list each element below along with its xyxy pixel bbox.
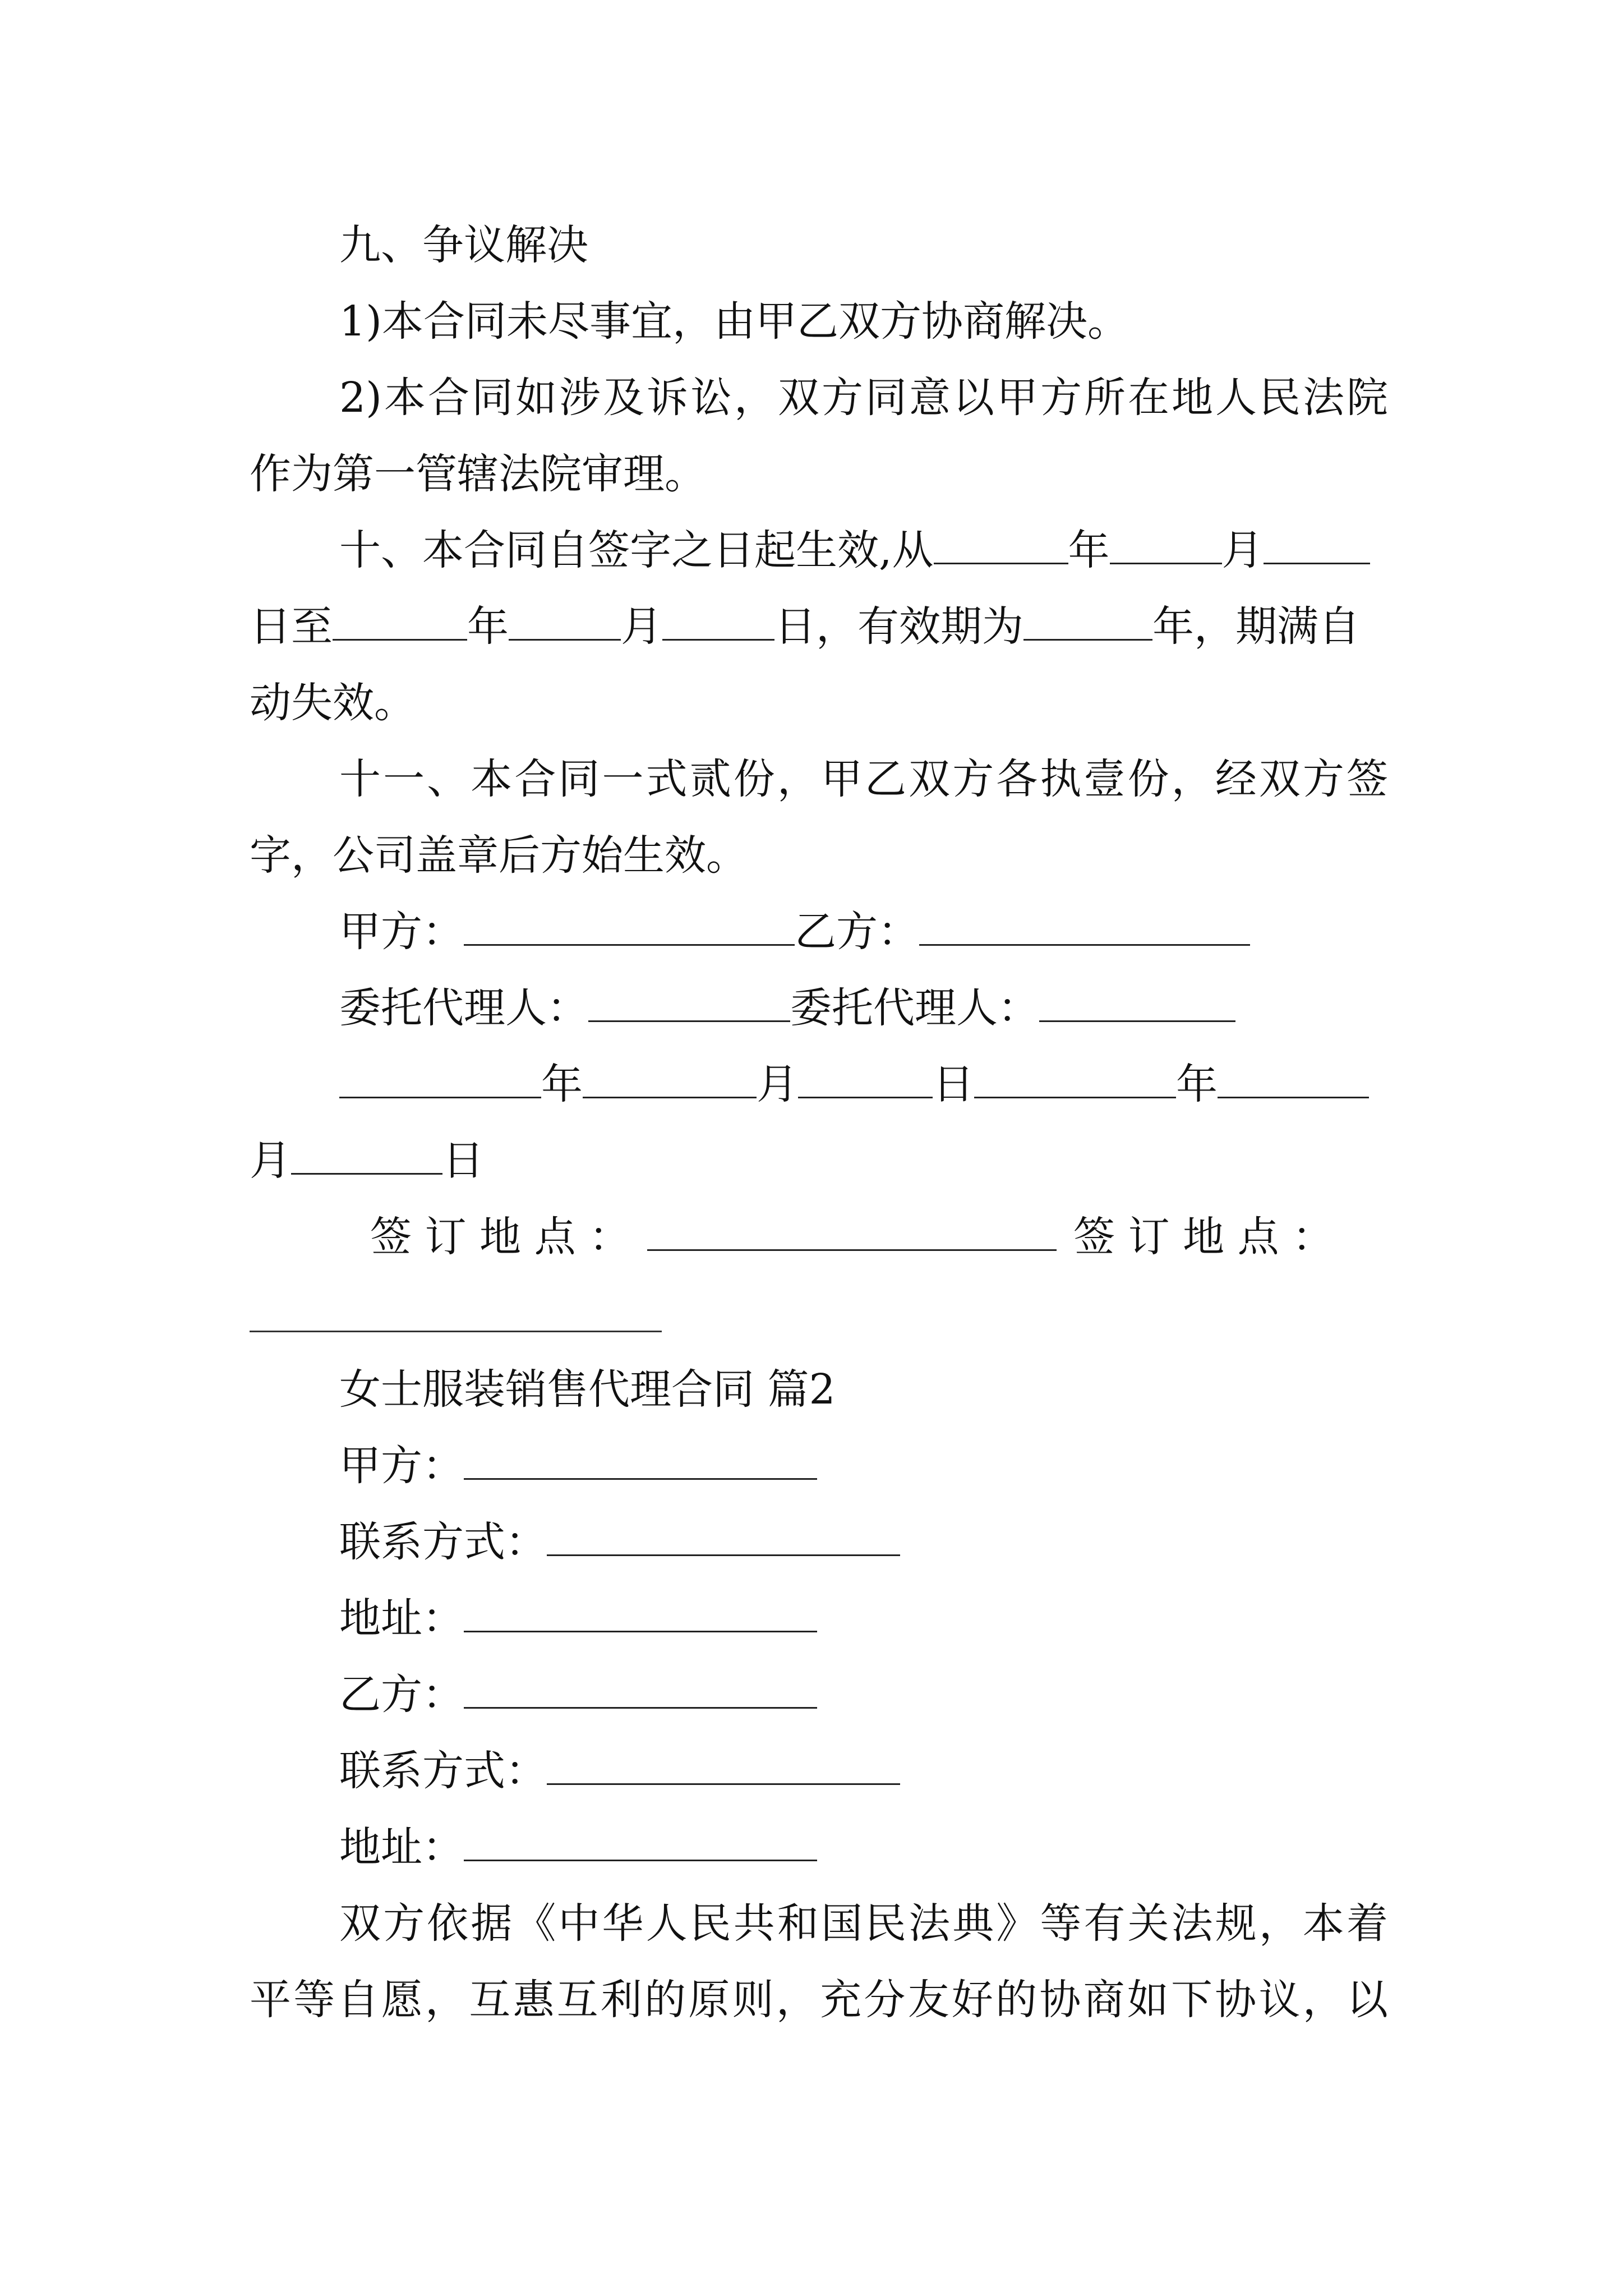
p2-party-a-line bbox=[339, 1441, 1388, 1491]
p2-party-b-address-blank bbox=[464, 1823, 817, 1861]
signing-date-line-2 bbox=[250, 1135, 1388, 1186]
section-9-clause-1: 1)本合同未尽事宜，由甲乙双方协商解决。 bbox=[339, 297, 1129, 346]
validity-label: 日，有效期为 bbox=[774, 602, 1023, 651]
section-11-line-2: 字，公司盖章后方始生效。 bbox=[250, 831, 748, 880]
sign-month-a-label: 月 bbox=[757, 1060, 798, 1108]
place-b-label: 签 订 地 点 ： bbox=[1073, 1213, 1334, 1261]
p2-party-b-contact-label: 联系方式： bbox=[339, 1747, 547, 1795]
party-b-blank bbox=[919, 907, 1250, 946]
p2-party-a-contact-label: 联系方式： bbox=[339, 1518, 547, 1566]
agent-b-label: 委托代理人： bbox=[790, 984, 1039, 1032]
end-year-blank bbox=[333, 602, 467, 641]
agent-a-blank bbox=[588, 983, 790, 1022]
section-9-clause-2-line-2: 作为第一管辖法院审理。 bbox=[250, 450, 706, 498]
p2-party-b-contact-blank bbox=[547, 1746, 900, 1785]
start-year-blank bbox=[934, 526, 1068, 564]
agent-signature-line bbox=[339, 983, 1388, 1033]
end-month-label: 月 bbox=[621, 602, 662, 651]
party-a-label: 甲方： bbox=[339, 908, 464, 956]
sign-year-b-label: 年 bbox=[1176, 1060, 1218, 1108]
section-10-line-2 bbox=[250, 601, 1388, 652]
start-month-label: 月 bbox=[1221, 526, 1264, 574]
sign-day-a-blank bbox=[798, 1060, 933, 1098]
p2-party-b-contact-line bbox=[339, 1746, 1388, 1796]
sign-year-a-label: 年 bbox=[541, 1060, 583, 1108]
agent-b-blank bbox=[1039, 983, 1235, 1022]
sign-month-b-label: 月 bbox=[250, 1137, 291, 1185]
start-month-blank bbox=[1110, 526, 1222, 564]
end-month-blank bbox=[509, 602, 621, 641]
p2-party-b-line bbox=[339, 1669, 1388, 1720]
p2-party-b-address-line bbox=[339, 1822, 1388, 1872]
start-year-label: 年 bbox=[1068, 526, 1110, 574]
section-9-clause-2-line-1: 2)本合同如涉及诉讼，双方同意以甲方所在地人民法院 bbox=[339, 374, 1388, 422]
p2-party-a-label: 甲方： bbox=[339, 1442, 464, 1490]
party-a-blank bbox=[464, 907, 795, 946]
p2-party-a-address-label: 地址： bbox=[339, 1594, 464, 1642]
basis-line-1: 双方依据《中华人民共和国民法典》等有关法规，本着 bbox=[339, 1899, 1388, 1948]
sign-year-a-blank bbox=[339, 1060, 541, 1098]
place-a-label: 签 订 地 点 ： bbox=[370, 1213, 631, 1261]
signing-date-line-1 bbox=[339, 1059, 1388, 1110]
sign-day-b-label: 日 bbox=[442, 1137, 484, 1185]
signing-place-line bbox=[370, 1212, 1388, 1262]
sign-month-a-blank bbox=[583, 1060, 757, 1098]
validity-years-blank bbox=[1023, 602, 1152, 641]
section-10-effective-text: 十、本合同自签字之日起生效,从 bbox=[339, 526, 934, 574]
end-day-blank bbox=[662, 602, 774, 641]
p2-party-a-address-blank bbox=[464, 1594, 817, 1632]
party-b-label: 乙方： bbox=[795, 908, 919, 956]
basis-line-2: 平等自愿，互惠互利的原则，充分友好的协商如下协议，以 bbox=[250, 1976, 1388, 2024]
section-10-line-3: 动失效。 bbox=[250, 679, 416, 727]
p2-party-b-blank bbox=[464, 1670, 817, 1709]
start-day-label: 日至 bbox=[250, 602, 333, 651]
place-b-blank bbox=[250, 1331, 662, 1332]
sign-month-b-blank bbox=[1218, 1060, 1369, 1098]
p2-party-a-blank bbox=[464, 1441, 817, 1480]
section-10-line-1 bbox=[339, 525, 1388, 576]
sign-day-a-label: 日 bbox=[933, 1060, 974, 1108]
p2-party-b-label: 乙方： bbox=[339, 1671, 464, 1719]
sign-year-b-blank bbox=[974, 1060, 1176, 1098]
section-9-title: 九、争议解决 bbox=[339, 221, 588, 269]
p2-party-a-contact-blank bbox=[547, 1517, 900, 1556]
agent-a-label: 委托代理人： bbox=[339, 984, 588, 1032]
p2-party-a-address-line bbox=[339, 1593, 1388, 1644]
end-year-label: 年 bbox=[467, 602, 509, 651]
section-11-line-1: 十一、本合同一式贰份，甲乙双方各执壹份，经双方签 bbox=[339, 755, 1388, 803]
p2-party-a-contact-line bbox=[339, 1517, 1388, 1567]
expiry-text: 年，期满自 bbox=[1152, 602, 1360, 651]
start-day-blank bbox=[1264, 526, 1370, 564]
sign-day-b-blank bbox=[291, 1136, 442, 1175]
place-a-blank bbox=[647, 1212, 1057, 1251]
party-signature-line bbox=[339, 907, 1388, 957]
part-2-title: 女士服装销售代理合同 篇2 bbox=[339, 1365, 836, 1414]
p2-party-b-address-label: 地址： bbox=[339, 1823, 464, 1871]
